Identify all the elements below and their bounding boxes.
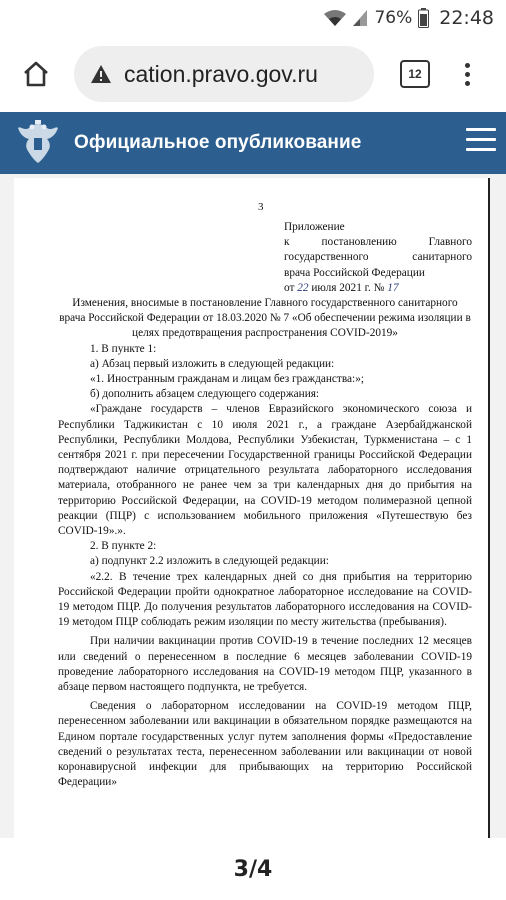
- paragraph: а) Абзац первый изложить в следующей редакции:: [90, 357, 335, 370]
- address-bar[interactable]: [74, 46, 374, 102]
- handwritten-day: 22: [297, 281, 309, 294]
- page-number: 3: [258, 201, 264, 213]
- page-indicator: [0, 838, 506, 900]
- warning-icon[interactable]: [90, 63, 114, 85]
- home-button[interactable]: [16, 54, 56, 94]
- hamburger-icon[interactable]: [466, 128, 496, 151]
- battery-icon: [418, 8, 429, 28]
- paragraph: «Граждане государств – членов Евразийского экономического союза и Республики Таджикистан с 10 июля 2021 г., а граждане Азербайджанской Республики, Республики Молдова, Республики Узбекистан, Туркменистана – с 1 сентября 2021 г. при пересечении Государственной границы Российской Федерации подтверждают наличие отрицательного результата лабораторного исследования материала, отобранного не ранее чем за три календарных дня до прибытия на территорию Российской Федерации, на COVID-19 методом полимеразной цепной реакции (ПЦР) с использованием мобильного приложения «Путешествую без COVID-19».».: [58, 403, 472, 538]
- site-title[interactable]: Официальное опубликование: [74, 132, 362, 153]
- emblem-icon[interactable]: [16, 120, 60, 166]
- handwritten-number: 17: [387, 281, 399, 294]
- browser-toolbar: [0, 36, 506, 112]
- home-icon: [22, 60, 50, 88]
- document-page: [14, 178, 490, 838]
- status-bar: [0, 0, 506, 36]
- appendix-date: от 22 июля 2021 г. № 17: [284, 281, 399, 294]
- paragraph: 2. В пункте 2:: [90, 540, 157, 553]
- wifi-icon: [324, 9, 346, 27]
- paragraph: «2.2. В течение трех календарных дней со дня прибытия на территорию Российской Федерации пройти однократное лабораторное исследование на COVID-19 методом ПЦР. До получения результатов лабораторного исследования на COVID-19 методом ПЦР соблюдать режим изоляции по месту жительства (пребывания).: [58, 570, 472, 629]
- paragraph: б) дополнить абзацем следующего содержания:: [90, 388, 320, 401]
- appendix-line: врача Российской Федерации: [284, 266, 425, 279]
- signal-icon: [352, 9, 368, 27]
- more-menu-icon[interactable]: [462, 63, 472, 86]
- paragraph: 1. В пункте 1:: [90, 342, 157, 355]
- site-header: [0, 112, 506, 174]
- paragraph: Сведения о лабораторном исследовании на COVID-19 методом ПЦР, перенесенном заболевании или вакцинации в обязательном порядке размещаются на Едином портале государственных услуг путем заполнения формы «Предоставление сведений о результатах теста, перенесенном заболевании или вакцинации от новой коронавирусной инфекции для прибывающих на территорию Российской Федерации»: [58, 700, 472, 789]
- paragraph: При наличии вакцинации против COVID-19 в течение последних 12 месяцев или сведений о перенесенном в последние 6 месяцев заболевании COVID-19 проведение лабораторного исследования на COVID-19 методом ПЦР, указанного в абзаце первом настоящего подпункта, не требуется.: [58, 635, 472, 694]
- appendix-line: государственного санитарного: [284, 251, 472, 264]
- battery-level: 76%: [374, 8, 413, 28]
- appendix-block: [284, 220, 472, 296]
- appendix-line: к постановлению Главного: [284, 236, 472, 249]
- page-indicator-label: 3/4: [233, 856, 273, 882]
- tab-switcher-icon[interactable]: [400, 60, 430, 88]
- document-body: [58, 296, 472, 791]
- url-text: cation.pravo.gov.ru: [124, 60, 318, 87]
- appendix-heading: Приложение: [284, 221, 345, 233]
- document-title: Изменения, вносимые в постановление Главного государственного санитарного врача Российской Федерации от 18.03.2020 № 7 «Об обеспечении режима изоляции в целях предотвращения распространения COVID-2019»: [59, 297, 471, 340]
- clock: 22:48: [439, 7, 494, 29]
- tab-count: 12: [408, 67, 422, 81]
- paragraph: «1. Иностранным гражданам и лицам без гражданства:»;: [90, 373, 364, 386]
- paragraph: а) подпункт 2.2 изложить в следующей редакции:: [90, 555, 329, 568]
